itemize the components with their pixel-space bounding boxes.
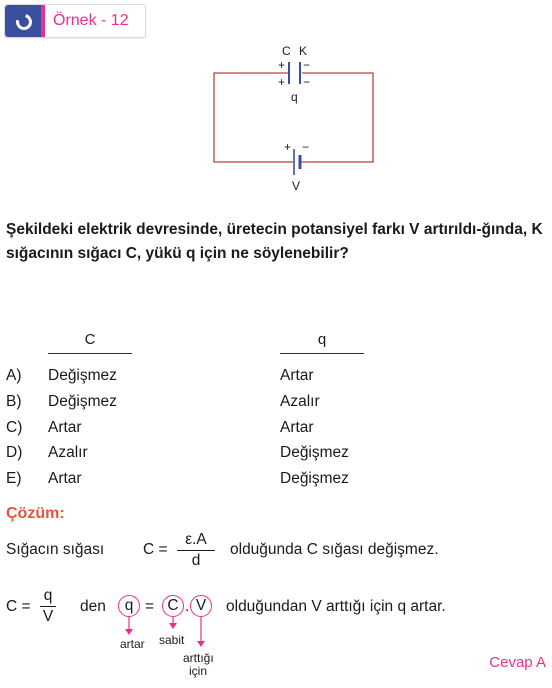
option-c-e: Artar [48, 470, 82, 487]
solution-line2-den-word: den [80, 598, 106, 615]
solution-line2-fraction-bar [40, 606, 56, 607]
circled-c: C [162, 595, 184, 617]
capacitor-minus-bottom: − [303, 75, 311, 89]
capacitor-label-c: C [282, 44, 291, 58]
equation-equals: = [145, 598, 155, 615]
option-letter-e: E) [6, 470, 22, 487]
solution-heading: Çözüm: [6, 505, 65, 522]
note-v-line2: için [189, 664, 208, 678]
option-c-a: Değişmez [48, 367, 117, 384]
option-q-b: Azalır [280, 393, 320, 410]
solution-line2-suffix: olduğundan V arttığı için q artar. [226, 598, 446, 615]
question-text: Şekildeki elektrik devresinde, üretecin potansiyel farkı V artırıldı-ğında, K sığacının sığacı C, yükü q için ne söylenebilir? [6, 221, 543, 262]
note-q-artar: artar [120, 637, 145, 651]
solution-line1-lhs: C = [143, 541, 168, 558]
battery-symbol [294, 149, 300, 175]
example-title: Örnek - 12 [53, 12, 129, 29]
example-icon-box [5, 5, 41, 37]
solution-line1-denominator: d [191, 552, 201, 569]
answer-label: Cevap A [489, 654, 546, 671]
solution-line1-suffix: olduğunda C sığası değişmez. [230, 541, 439, 558]
refresh-icon [13, 11, 35, 33]
option-letter-d: D) [6, 444, 23, 461]
solution-line1-numerator: ε.A [185, 531, 207, 548]
capacitor-minus-top: − [303, 58, 311, 72]
option-c-c: Artar [48, 419, 82, 436]
battery-label-v: V [292, 179, 301, 193]
solution-line2-numerator: q [43, 587, 53, 604]
note-v-line1: arttığı [183, 651, 214, 665]
circuit-wires [214, 73, 373, 162]
option-q-e: Değişmez [280, 470, 349, 487]
battery-plus: + [284, 140, 292, 154]
option-q-a: Artar [280, 367, 314, 384]
option-q-d: Değişmez [280, 444, 349, 461]
capacitor-plus-top: + [278, 58, 286, 72]
column-header-c: C [84, 331, 96, 348]
badge-accent [41, 5, 45, 37]
solution-line1-fraction-bar [177, 550, 215, 551]
circuit-diagram [200, 40, 390, 200]
capacitor-plus-bottom: + [278, 75, 286, 89]
circled-v: V [190, 595, 212, 617]
circled-q: q [118, 595, 140, 617]
battery-minus: − [302, 140, 310, 154]
option-q-c: Artar [280, 419, 314, 436]
column-rule-c [48, 353, 132, 354]
capacitor-k [289, 62, 300, 84]
option-letter-a: A) [6, 367, 22, 384]
solution-line2-lhs: C = [6, 598, 31, 615]
example-badge [4, 4, 146, 38]
equation-dot: . [185, 598, 190, 615]
solution-line2-denominator: V [42, 608, 54, 625]
option-c-b: Değişmez [48, 393, 117, 410]
option-letter-b: B) [6, 393, 22, 410]
option-c-d: Azalır [48, 444, 88, 461]
option-letter-c: C) [6, 419, 23, 436]
capacitor-charge-q: q [291, 90, 298, 104]
column-rule-q [280, 353, 364, 354]
solution-line1-prefix: Sığacın sığası [6, 541, 105, 558]
capacitor-label-k: K [299, 44, 308, 58]
note-c-sabit: sabit [159, 633, 185, 647]
column-header-q: q [317, 331, 327, 348]
